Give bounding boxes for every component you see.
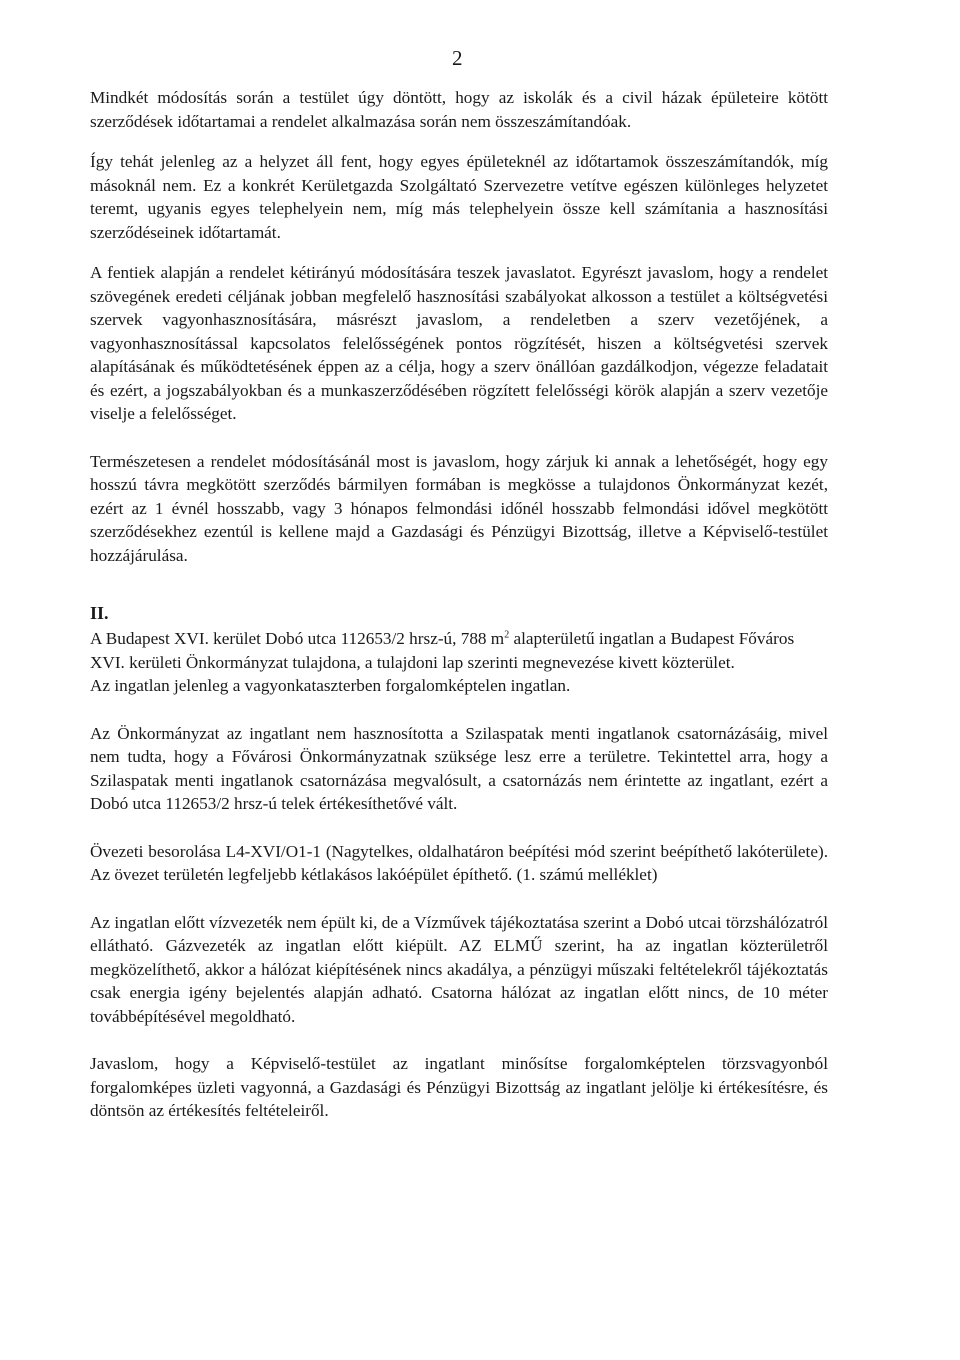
paragraph-proposal: A fentiek alapján a rendelet kétirányú módosítására teszek javaslatot. Egyrészt javaslom, hogy a rendelet szövegének eredeti céljának jobban megfelelő hasznosítási szabályokat alkosson a testület a költségvetési szervek vagyonhasznosítására, másrészt javaslom, a rendeletben a szerv vezetőjének, a vagyonhasznosítással kapcsolatos felelősségének pontos rögzítését, hiszen a költségvetési szervek alapításának és működtetésének éppen az a célja, hogy a szerv önállóan gazdálkodjon, végezze feladatait és ezért, a jogszabályokban és a munkaszerződésében rögzített felelősségi körök alapján a szerv vezetője viselje a felelősséget.	[90, 263, 828, 423]
paragraph-amendments: Mindkét módosítás során a testület úgy döntött, hogy az iskolák és a civil házak épületeire kötött szerződések időtartamai a rendelet alkalmazása során nem összeszámítandóak.	[90, 88, 828, 131]
area-unit-superscript: 2	[504, 629, 510, 641]
property-text-start: A Budapest XVI. kerület Dobó utca 112653/2 hrsz-ú, 788 m	[90, 629, 505, 648]
paragraph-property-status: Az ingatlan jelenleg a vagyonkataszterben forgalomképtelen ingatlan.	[90, 676, 571, 695]
paragraph-property-description	[90, 627, 828, 674]
section-heading: II.	[90, 603, 109, 623]
property-text-end: alapterületű ingatlan a Budapest Főváros XVI. kerületi Önkormányzat tulajdona, a tulajdoni lap szerinti megnevezése kivett közterület.	[90, 629, 795, 672]
paragraph-zoning: Övezeti besorolása L4-XVI/O1-1 (Nagytelkes, oldalhatáron beépítési mód szerint beépíthető lakóterülete). Az övezet területén legfeljebb kétlakásos lakóépület építhető. (1. számú melléklet)	[90, 841, 828, 884]
paragraph-recommendation: Javaslom, hogy a Képviselő-testület az ingatlant minősítse forgalomképtelen törzsvagyonból forgalomképes üzleti vagyonná, a Gazdasági és Pénzügyi Bizottság az ingatlant jelölje ki értékesítésre, és döntsön az értékesítés feltételeiről.	[90, 1054, 828, 1120]
page-number: 2	[452, 46, 463, 70]
paragraph-utilities: Az ingatlan előtt vízvezeték nem épült ki, de a Vízművek tájékoztatása szerint a Dobó utcai törzshálózatról ellátható. Gázvezeték az ingatlan előtt kiépült. AZ ELMŰ szerint, ha az ingatlan közterületről megközelíthető, akkor a hálózat kiépítésének nincs akadálya, a pénzügyi műszaki feltételekről tájékoztatás csak energia igény bejelentés alapján adható. Csatorna hálózat az ingatlan előtt nincs, de 10 méter továbbépítésével megoldható.	[90, 912, 828, 1026]
paragraph-current-situation: Így tehát jelenleg az a helyzet áll fent, hogy egyes épületeknél az időtartamok összeszámítandók, míg másoknál nem. Ez a konkrét Kerületgazda Szolgáltató Szervezetre vetítve egészen különleges helyzetet teremt, ugyanis egyes telephelyein nem, míg más telephelyein össze kell számítania a hasznosítási szerződéseinek időtartamát.	[90, 152, 828, 242]
paragraph-property-history: Az Önkormányzat az ingatlant nem hasznosította a Szilaspatak menti ingatlanok csatornázásáig, mivel nem tudta, hogy a Fővárosi Önkormányzatnak szüksége lesz erre a területre. Tekintettel arra, hogy a Szilaspatak menti ingatlanok csatornázása megvalósult, a csatornázás nem érintette az ingatlant, ezért a Dobó utca 112653/2 hrsz-ú telek értékesíthetővé vált.	[90, 723, 828, 813]
document-body	[90, 86, 828, 1123]
paragraph-restriction: Természetesen a rendelet módosításánál most is javaslom, hogy zárjuk ki annak a lehetőségét, hogy egy hosszú távra megkötött szerződés bármilyen formában is megkösse a tulajdonos Önkormányzat kezét, ezért az 1 évnél hosszabb, vagy 3 hónapos felmondási időnél hosszabb felmondási idővel megkötött szerződésekhez ezentúl is kellene majd a Gazdasági és Pénzügyi Bizottság, illetve a Képviselő-testület hozzájárulása.	[90, 451, 828, 565]
